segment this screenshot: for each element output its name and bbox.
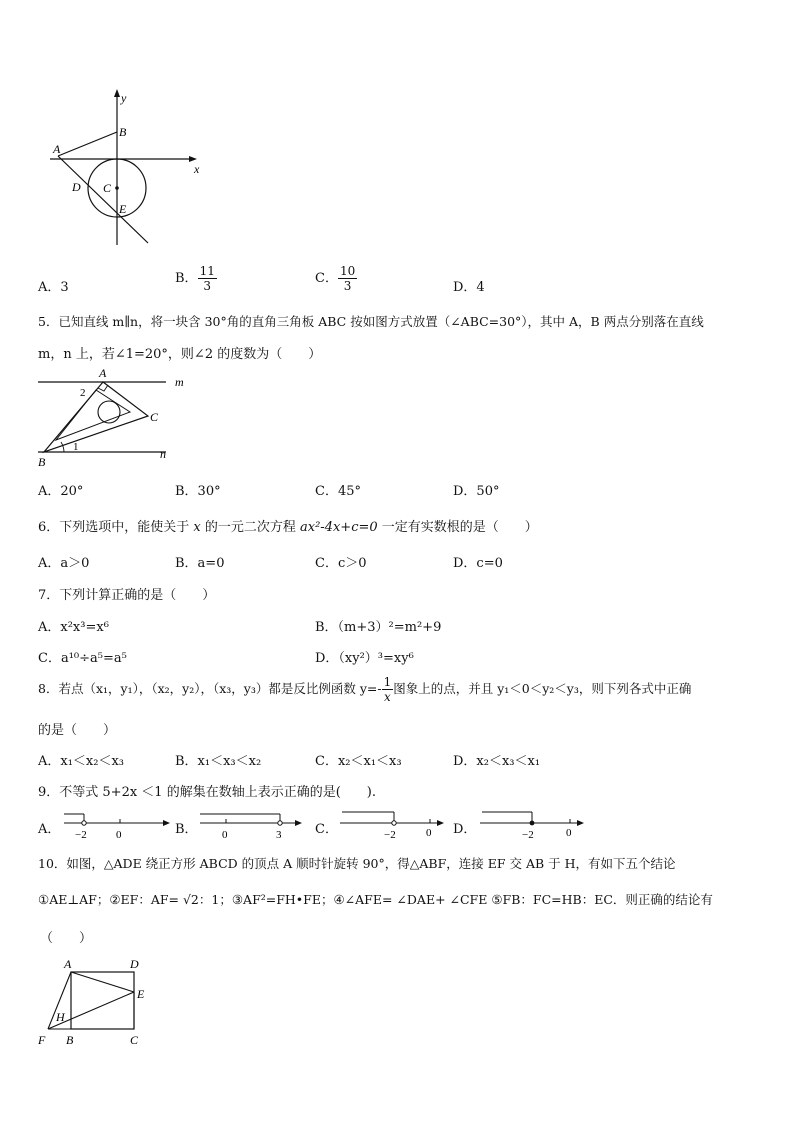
label-m: m [175, 375, 184, 389]
q9-b-tick-0: 0 [222, 829, 228, 841]
q8-frac-numerator: 1 [383, 675, 392, 689]
q4-option-a: A．3 [38, 280, 69, 295]
square-abcd [71, 972, 134, 1029]
q9-numberline-d [478, 808, 590, 844]
triangle-inner [56, 390, 130, 440]
label-x: x [194, 162, 200, 176]
q9-d-tick-minus2: −2 [522, 829, 534, 841]
q8-frac-denominator: x [384, 690, 391, 704]
segment-ae [71, 972, 134, 992]
q7-stem: 7．下列计算正确的是（ ） [38, 588, 216, 603]
q6-option-d: D．c=0 [453, 556, 503, 571]
q9-a-tick-0: 0 [116, 829, 122, 841]
q9-numberline-a [62, 810, 174, 844]
q8-option-c: C．x₂＜x₁＜x₃ [315, 754, 402, 769]
q9-option-a-label: A． [38, 822, 61, 837]
q5-option-d: D．50° [453, 484, 500, 499]
q7-option-c: C．a¹⁰÷a⁵=a⁵ [38, 651, 127, 666]
q8-stem-pre: 8．若点（x₁，y₁），（x₂，y₂），（x₃，y₃）都是反比例函数 y=- [38, 681, 382, 696]
q9-option-b-label: B． [175, 822, 198, 837]
q4-option-b [175, 264, 217, 293]
q4-b-denominator: 3 [203, 279, 212, 293]
q8-option-b: B．x₁＜x₃＜x₂ [175, 754, 262, 769]
q8-stem-line2: 的是（ ） [38, 723, 117, 738]
q4-c-numerator: 10 [339, 264, 356, 278]
label-d: D [72, 180, 81, 194]
label-h: H [56, 1010, 65, 1024]
q4-c-denominator: 3 [343, 279, 352, 293]
q4-option-d: D．4 [453, 280, 485, 295]
q9-d-tick-0: 0 [566, 827, 572, 839]
q8-stem-post: 图象上的点，并且 y₁＜0＜y₂＜y₃，则下列各式中正确 [393, 681, 692, 696]
label-angle-2: 2 [80, 387, 86, 399]
label-b: B [119, 125, 127, 139]
q10-stem-line3: （ ） [40, 931, 93, 946]
q4-option-b-fraction [198, 264, 217, 293]
q9-c-tick-minus2: −2 [384, 829, 396, 841]
label-c: C [150, 410, 159, 424]
q6-option-a: A．a＞0 [38, 556, 90, 571]
segment-ab [58, 132, 117, 156]
y-axis-arrow [114, 89, 120, 97]
label-d: D [130, 957, 139, 971]
q9-stem: 9．不等式 5+2x ＜1 的解集在数轴上表示正确的是( ). [38, 785, 376, 800]
q8-stem-line1 [38, 675, 691, 704]
q5-option-a: A．20° [38, 484, 84, 499]
q4-b-numerator: 11 [199, 264, 215, 278]
q6-stem [38, 516, 538, 535]
q8-option-a: A．x₁＜x₂＜x₃ [38, 754, 125, 769]
label-b: B [66, 1033, 74, 1047]
line-ade [58, 156, 148, 243]
label-e: E [137, 987, 145, 1001]
label-c: C [103, 181, 112, 195]
label-n: n [160, 447, 166, 461]
label-c: C [130, 1033, 139, 1047]
q8-option-d: D．x₂＜x₃＜x₁ [453, 754, 541, 769]
q4-option-c [315, 264, 357, 293]
q9-option-c-label: C． [315, 822, 338, 837]
q6-stem-post: 一定有实数根的是（ ） [377, 520, 538, 535]
center-dot [115, 186, 119, 190]
q6-option-c: C．c＞0 [315, 556, 367, 571]
label-f: F [38, 1033, 46, 1047]
q9-option-d-label: D． [453, 822, 477, 837]
figure-coordinate-circle [30, 85, 210, 250]
q10-stem-line1: 10．如图，△ADE 绕正方形 ABCD 的顶点 A 顺时针旋转 90°，得△ABF，连接 EF 交 AB 于 H，有如下五个结论 [38, 856, 676, 871]
figure-square-rotation [34, 954, 164, 1050]
q7-option-b: B．（m+3）²=m²+9 [315, 620, 442, 635]
label-a: A [64, 957, 72, 971]
q4-option-c-fraction [338, 264, 357, 293]
q5-stem-line1: 5．已知直线 m∥n，将一块含 30°角的直角三角板 ABC 按如图方式放置（∠ABC=30°），其中 A，B 两点分别落在直线 [38, 314, 704, 329]
q5-stem-line2: m，n 上，若∠1=20°，则∠2 的度数为（ ） [38, 347, 322, 362]
q9-numberline-c [338, 808, 450, 844]
q7-option-a: A．x²x³=x⁶ [38, 620, 109, 635]
q8-fraction [382, 675, 394, 704]
q5-option-c: C．45° [315, 484, 361, 499]
q4-option-c-prefix: C． [315, 271, 338, 286]
q6-stem-pre: 6．下列选项中，能使关于 [38, 520, 194, 535]
q5-option-b: B．30° [175, 484, 221, 499]
q6-stem-mid: 的一元二次方程 [200, 520, 301, 535]
figure-parallel-triangle [30, 364, 210, 470]
q6-var-x: x [193, 520, 201, 535]
q9-numberline-b [198, 810, 310, 844]
q4-option-b-prefix: B． [175, 271, 198, 286]
triangle-abc [44, 382, 148, 452]
q9-c-tick-0: 0 [426, 827, 432, 839]
label-e: E [119, 202, 127, 216]
q6-option-b: B．a=0 [175, 556, 225, 571]
q9-a-tick-minus2: −2 [75, 829, 87, 841]
q6-equation: ax²-4x+c=0 [300, 520, 378, 535]
q9-b-tick-3: 3 [276, 829, 282, 841]
label-a: A [53, 142, 61, 156]
label-a: A [99, 366, 107, 380]
angle-1-arc [61, 442, 64, 452]
q7-option-d: D．（xy²）³=xy⁶ [315, 651, 414, 666]
label-y: y [121, 91, 127, 105]
label-b: B [38, 455, 46, 469]
label-angle-1: 1 [73, 441, 79, 453]
q10-stem-line2: ①AE⊥AF；②EF：AF= √2：1；③AF²=FH•FE；④∠AFE= ∠DAE+ ∠CFE ⑤FB：FC=HB：EC．则正确的结论有 [38, 892, 713, 907]
